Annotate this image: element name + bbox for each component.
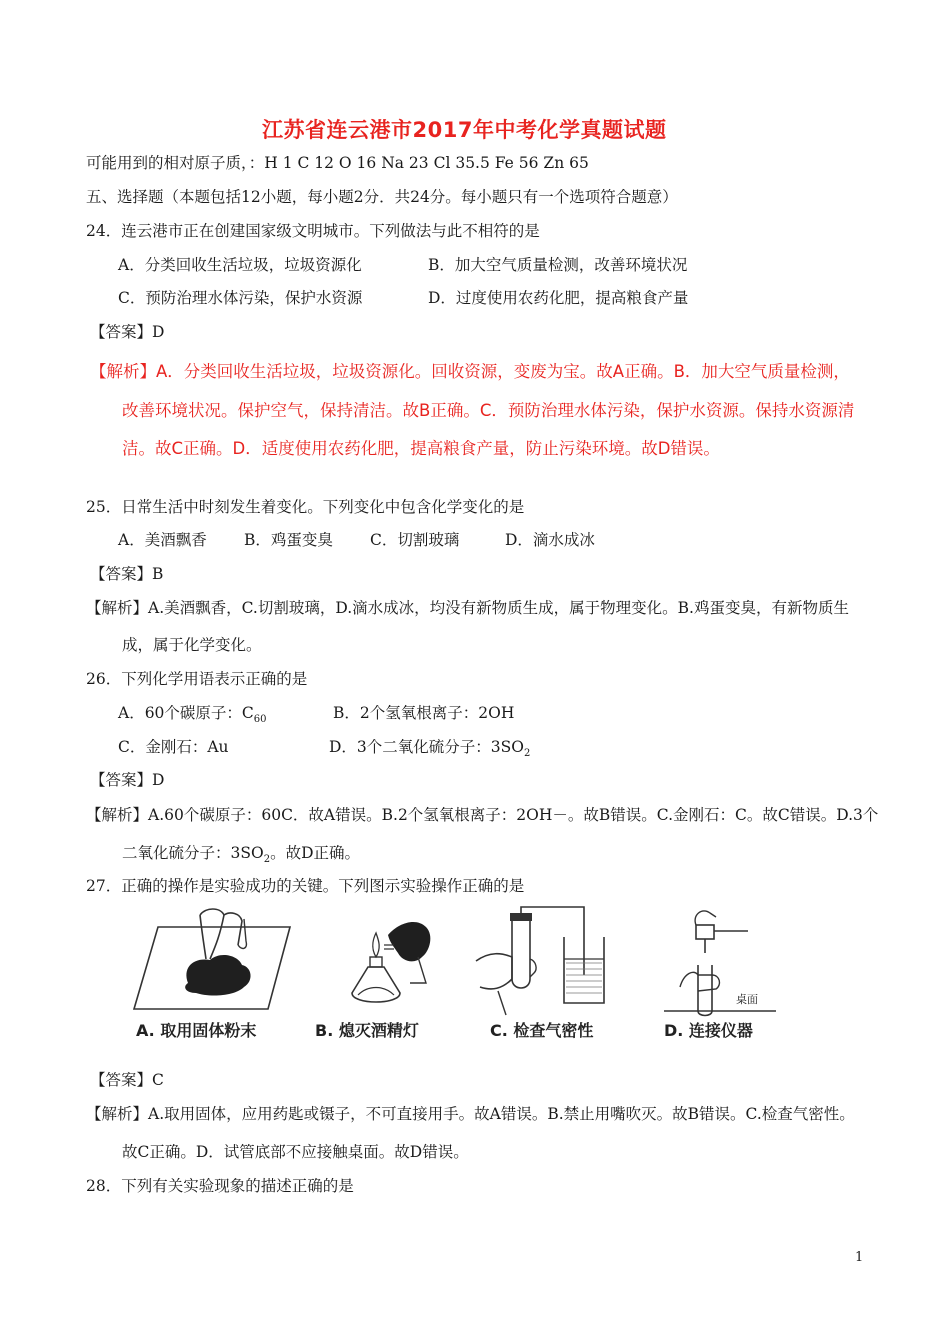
q26-option-d: D．3个二氧化硫分子：$3SO_2$ xyxy=(329,738,531,760)
q25-option-c: C．切割玻璃 xyxy=(370,531,460,549)
page-title: 江苏省连云港市2017年中考化学真题试题 xyxy=(262,118,667,142)
q24-answer: 【答案】D xyxy=(90,323,165,341)
desk-label: 桌面 xyxy=(736,993,758,1006)
q24-option-d: D．过度使用农药化肥，提高粮食产量 xyxy=(428,289,689,307)
q24-option-c: C．预防治理水体污染，保护水资源 xyxy=(118,289,363,307)
q27-explanation-line2: 故C正确。D．试管底部不应接触桌面。故D错误。 xyxy=(122,1143,469,1161)
q27-answer: 【答案】C xyxy=(90,1071,164,1089)
q26-option-a: A．60个碳原子：$C_{60}$ xyxy=(118,704,267,726)
q26-explanation-line1: 【解析】A.60个碳原子：60C．故A错误。B.2个氢氧根离子：2OH－。故B错误。C.金刚石：C。故C错误。D.3个 xyxy=(86,806,879,824)
q25-stem: 25．日常生活中时刻发生着变化。下列变化中包含化学变化的是 xyxy=(86,498,525,516)
section-header: 五、选择题（本题包括12小题，每小题2分．共24分。每小题只有一个选项符合题意） xyxy=(86,188,678,206)
q25-option-b: B．鸡蛋变臭 xyxy=(244,531,333,549)
figure-d-connect-apparatus xyxy=(660,903,780,1021)
q26-option-b: B．2个氢氧根离子：2OH xyxy=(333,704,515,722)
q24-explanation-line2: 改善环境状况。保护空气，保持清洁。故B正确。C．预防治理水体污染，保护水资源。保持水资源清 xyxy=(122,401,855,420)
q26-stem: 26．下列化学用语表示正确的是 xyxy=(86,670,308,688)
figure-c-airtightness xyxy=(472,903,612,1021)
figure-b-caption: B. 熄灭酒精灯 xyxy=(315,1021,419,1040)
q26-option-c: C．金刚石：Au xyxy=(118,738,229,756)
q26-explanation-line2: 二氧化硫分子：$3SO_2$。故D正确。 xyxy=(122,844,361,866)
q25-explanation-line1: 【解析】A.美酒飘香，C.切割玻璃，D.滴水成冰，均没有新物质生成，属于物理变化。B.鸡蛋变臭，有新物质生 xyxy=(86,599,849,617)
q24-stem: 24．连云港市正在创建国家级文明城市。下列做法与此不相符的是 xyxy=(86,222,540,240)
q27-explanation-line1: 【解析】A.取用固体，应用药匙或镊子，不可直接用手。故A错误。B.禁止用嘴吹灭。故B错误。C.检查气密性。 xyxy=(86,1105,855,1123)
figure-b-alcohol-lamp xyxy=(318,905,438,1020)
q28-stem: 28．下列有关实验现象的描述正确的是 xyxy=(86,1177,354,1195)
q27-stem: 27．正确的操作是实验成功的关键。下列图示实验操作正确的是 xyxy=(86,877,525,895)
figure-c-caption: C. 检查气密性 xyxy=(490,1021,594,1040)
q24-explanation-line3: 洁。故C正确。D．适度使用农药化肥，提高粮食产量，防止污染环境。故D错误。 xyxy=(122,439,720,458)
q25-answer: 【答案】B xyxy=(90,565,164,583)
figure-a-caption: A. 取用固体粉末 xyxy=(136,1021,257,1040)
atomic-masses: 可能用到的相对原子质，：H 1 C 12 O 16 Na 23 Cl 35.5 Fe 56 Zn 65 xyxy=(86,154,589,172)
q26-answer: 【答案】D xyxy=(90,771,165,789)
q25-explanation-line2: 成，属于化学变化。 xyxy=(122,636,262,654)
q24-option-a: A．分类回收生活垃圾，垃圾资源化 xyxy=(118,256,362,274)
q25-option-a: A．美酒飘香 xyxy=(118,531,207,549)
figure-a-powder-hand xyxy=(130,905,300,1020)
page-number: 1 xyxy=(855,1250,864,1265)
figure-d-caption: D. 连接仪器 xyxy=(664,1021,753,1040)
q24-option-b: B．加大空气质量检测，改善环境状况 xyxy=(428,256,688,274)
q24-explanation-line1: 【解析】A．分类回收生活垃圾，垃圾资源化。回收资源，变废为宝。故A正确。B．加大空气质量检测， xyxy=(90,362,850,381)
q25-option-d: D．滴水成冰 xyxy=(505,531,595,549)
